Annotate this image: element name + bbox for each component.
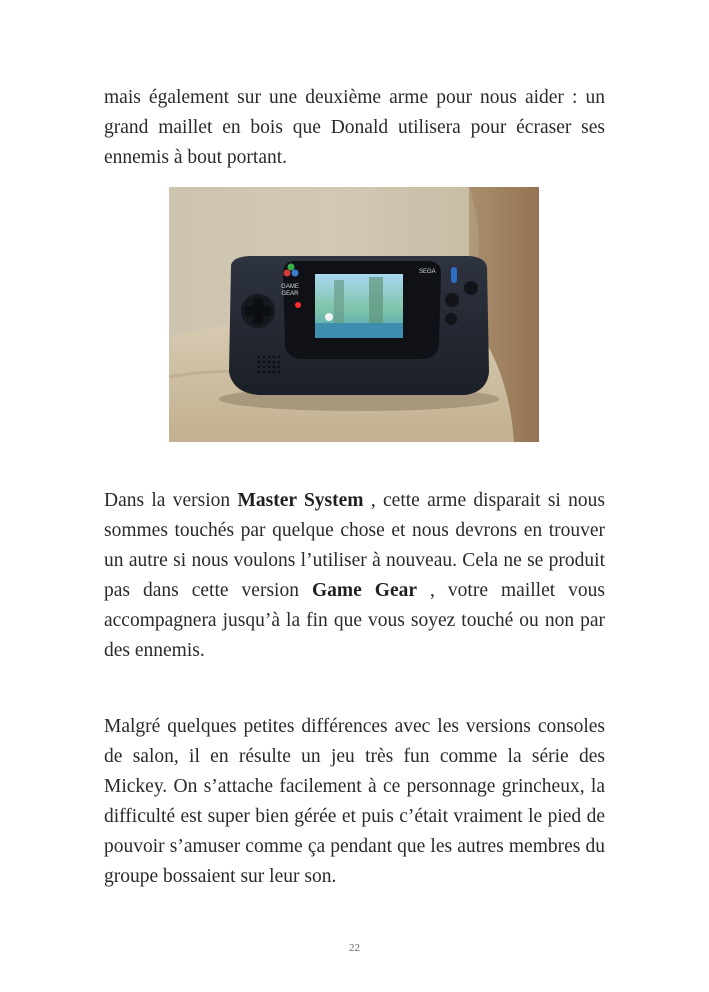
paragraph-2-text-after: , votre maillet vous accompagnera jusqu’à la fin que vous soyez touché ou non par des ennemis. (104, 580, 606, 661)
paragraph-2 (104, 486, 605, 666)
console-label-line1: GAME (281, 284, 299, 290)
paragraph-2-bold-master-system: Master System (237, 490, 364, 511)
paragraph-2-text-before: Dans la version (104, 490, 238, 511)
console-brand-text: SEGA (419, 269, 436, 275)
paragraph-3-text: Malgré quelques petites différences avec les versions consoles de salon, il en résulte un jeu très fun comme la série des Mickey. On s’attache facilement à ce personnage grincheux, la difficulté est super bien gérée et puis c’était vraiment le pied de pouvoir s’amuser comme ça pendant que les autres membres du groupe bossaient sur leur son. (104, 716, 605, 887)
console-label-line2: GEAR (281, 291, 299, 297)
paragraph-1-text: mais également sur une deuxième arme pour nous aider : un grand maillet en bois que Donald utilisera pour écraser ses ennemis à bout portant. (104, 87, 605, 168)
paragraph-2-bold-game-gear: Game Gear (311, 580, 418, 601)
paragraph-3 (104, 712, 605, 892)
game-gear-photo (169, 187, 539, 442)
paragraph-2-text-middle: , cette arme disparait si nous sommes touchés par quelque chose et nous devrons en trouver un autre si nous voulons l’utiliser à nouveau. Cela ne se produit pas dans cette version (104, 490, 605, 601)
paragraph-1 (104, 83, 605, 173)
page-number: 22 (349, 942, 360, 954)
